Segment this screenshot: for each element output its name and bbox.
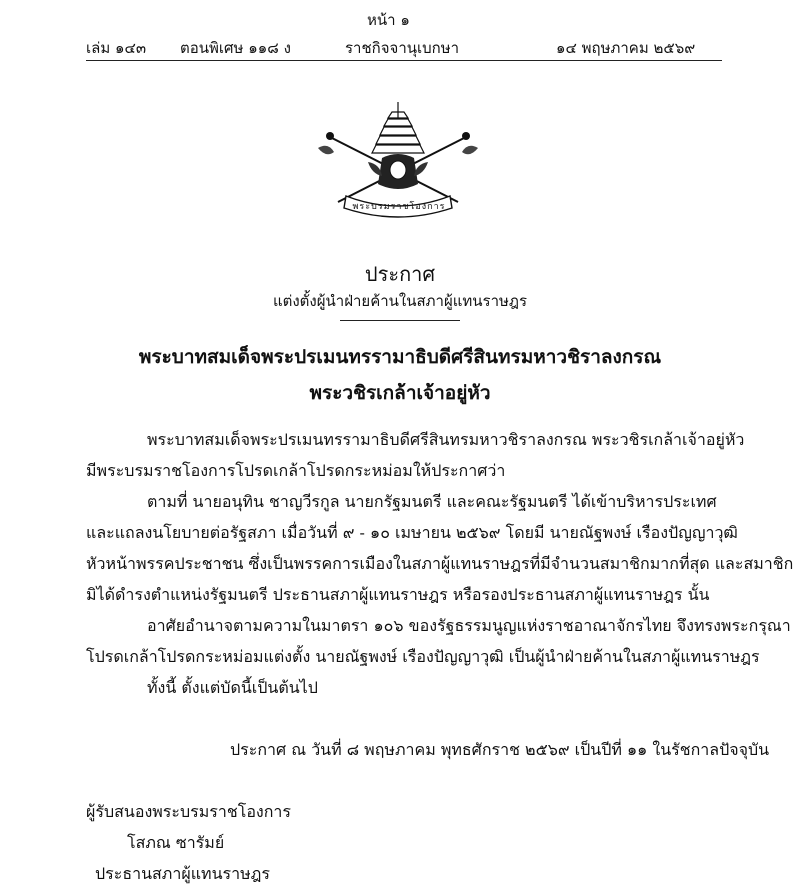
king-name-line2: พระวชิรเกล้าเจ้าอยู่หัว (309, 382, 491, 404)
publication-name: ราชกิจจานุเบกษา (345, 39, 460, 57)
body-line-7: อาศัยอำนาจตามความในมาตรา ๑๐๖ ของรัฐธรรมนูญแห่งราชอาณาจักรไทย จึงทรงพระกรุณา (147, 616, 791, 635)
dateline: ประกาศ ณ วันที่ ๘ พฤษภาคม พุทธศักราช ๒๕๖๙ เป็นปีที่ ๑๑ ในรัชกาลปัจจุบัน (230, 740, 770, 759)
countersign-name: โสภณ ซารัมย์ (127, 833, 225, 852)
volume-number: เล่ม ๑๔๓ (86, 39, 147, 57)
body-line-1: พระบาทสมเด็จพระปรเมนทรรามาธิบดีศรีสินทรมหาวชิราลงกรณ พระวชิรเกล้าเจ้าอยู่หัว (147, 430, 745, 449)
countersign-position: ประธานสภาผู้แทนราษฎร (95, 864, 270, 883)
body-line-8: โปรดเกล้าโปรดกระหม่อมแต่งตั้ง นายณัฐพงษ์ เรืองปัญญาวุฒิ เป็นผู้นำฝ่ายค้านในสภาผู้แทนราษฎร (86, 647, 760, 666)
body-line-4: และแถลงนโยบายต่อรัฐสภา เมื่อวันที่ ๙ - ๑๐ เมษายน ๒๕๖๙ โดยมี นายณัฐพงษ์ เรืองปัญญาวุฒิ (86, 523, 738, 542)
publication-date: ๑๔ พฤษภาคม ๒๕๖๙ (556, 39, 696, 57)
announcement-heading: ประกาศ (364, 262, 436, 286)
title-underline (340, 320, 460, 321)
header-rule (86, 60, 722, 61)
body-line-2: มีพระบรมราชโองการโปรดเกล้าโปรดกระหม่อมให้ประกาศว่า (86, 461, 506, 480)
announcement-subheading: แต่งตั้งผู้นำฝ่ายค้านในสภาผู้แทนราษฎร (272, 292, 528, 310)
body-line-3: ตามที่ นายอนุทิน ชาญวีรกูล นายกรัฐมนตรี และคณะรัฐมนตรี ได้เข้าบริหารประเทศ (147, 492, 717, 511)
body-line-5: หัวหน้าพรรคประชาชน ซึ่งเป็นพรรคการเมืองในสภาผู้แทนราษฎรที่มีจำนวนสมาชิกมากที่สุด และสมาชิก (86, 554, 794, 573)
page-number: หน้า ๑ (367, 11, 410, 29)
king-name-line1: พระบาทสมเด็จพระปรเมนทรรามาธิบดีศรีสินทรมหาวชิราลงกรณ (138, 346, 662, 368)
emblem-banner-text: พระบรมราชโองการ (352, 202, 446, 212)
body-line-6: มิได้ดำรงตำแหน่งรัฐมนตรี ประธานสภาผู้แทนราษฎร หรือรองประธานสภาผู้แทนราษฎร นั้น (86, 585, 710, 604)
body-line-9: ทั้งนี้ ตั้งแต่บัดนี้เป็นต้นไป (147, 678, 318, 697)
section-number: ตอนพิเศษ ๑๑๘ ง (180, 39, 291, 57)
countersign-label: ผู้รับสนองพระบรมราชโองการ (86, 802, 291, 821)
